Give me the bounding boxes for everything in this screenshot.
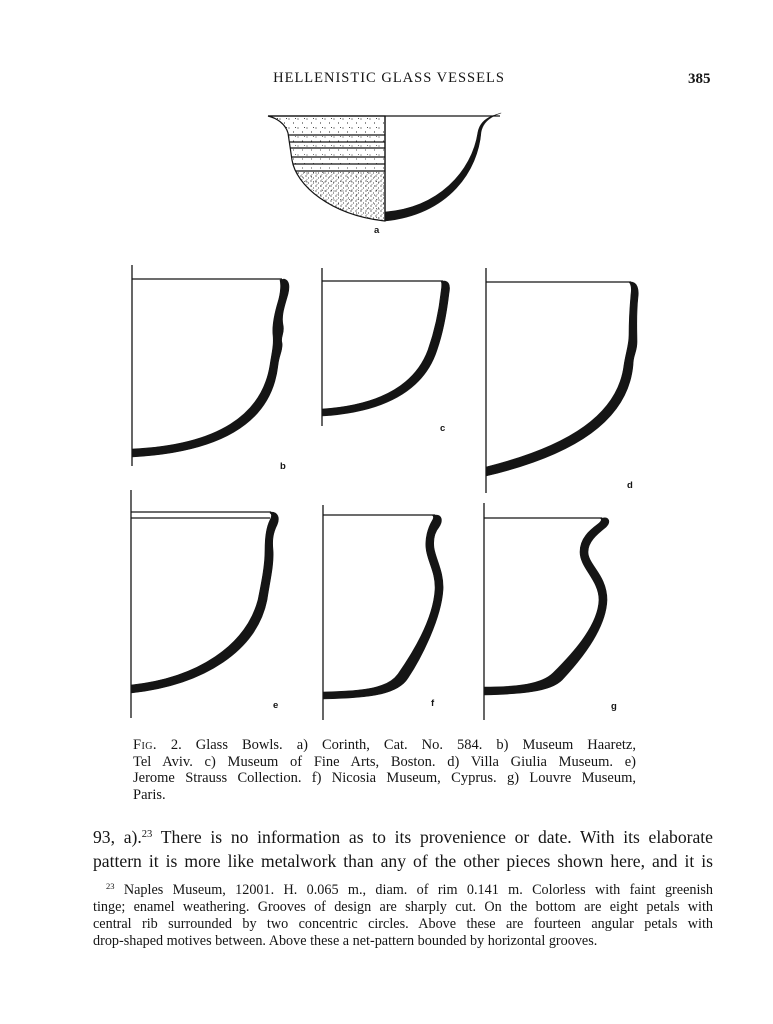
bowl-e-profile (131, 512, 278, 693)
body-line-text: There is no information as to its provenience or date. With its elaborate (152, 827, 713, 847)
bowl-d-label: d (627, 480, 633, 491)
figure-caption (133, 737, 636, 803)
bowl-f-drawing (323, 505, 443, 720)
footnote-line: drop-shaped motives between. Above these a net-pattern bounded by horizontal grooves. (93, 933, 598, 949)
bowl-e-drawing (131, 490, 278, 718)
caption-line (133, 737, 636, 754)
bowl-f-label: f (431, 698, 435, 709)
bowl-a-profile-section (385, 113, 501, 221)
footnote-number: 23 (106, 881, 115, 892)
bowl-a-drawing (268, 113, 501, 236)
bowl-b-profile (132, 279, 289, 457)
body-line: pattern it is more like metalwork than any of the other pieces shown here, and it is (93, 851, 713, 871)
footnote-line: central rib surrounded by two concentric circles. Above these are fourteen angular petals with (93, 916, 713, 932)
caption-line: Jerome Strauss Collection. f) Nicosia Museum, Cyprus. g) Louvre Museum, (133, 770, 636, 786)
bowl-g-label: g (611, 701, 617, 712)
bowl-c-profile (322, 281, 450, 416)
bowl-d-profile (486, 282, 638, 476)
body-line (93, 825, 713, 849)
bowl-f-profile (323, 515, 443, 699)
bowl-d-drawing (486, 268, 638, 493)
caption-line: Tel Aviv. c) Museum of Fine Arts, Boston. d) Villa Giulia Museum. e) (133, 753, 636, 770)
bowl-g-profile (484, 518, 609, 695)
page-number: 385 (688, 71, 711, 87)
bowl-b-drawing (132, 265, 289, 472)
bowl-c-drawing (322, 268, 450, 434)
bowl-g-drawing (484, 503, 617, 720)
bowl-e-label: e (273, 700, 279, 711)
footnote-line-text: Naples Museum, 12001. H. 0.065 m., diam. of rim 0.141 m. Colorless with faint greenish (123, 882, 714, 898)
caption-line: Paris. (133, 786, 166, 803)
footnote-line: tinge; enamel weathering. Grooves of design are sharply cut. On the bottom are eight petals with (93, 899, 713, 915)
bowl-c-label: c (440, 423, 446, 434)
caption-figure-label: Fig. (133, 737, 157, 753)
footnote-reference-marker: 23 (141, 829, 153, 841)
bowl-b-label: b (280, 461, 286, 472)
bowl-a-label: a (374, 225, 380, 236)
footnote (93, 882, 713, 950)
footnote-line (93, 882, 713, 899)
body-paragraph (93, 825, 713, 873)
caption-line-text: 2. Glass Bowls. a) Corinth, Cat. No. 584. b) Museum Haaretz, (170, 737, 636, 753)
running-title: HELLENISTIC GLASS VESSELS (273, 70, 505, 86)
body-line-lead: 93, a). (93, 827, 142, 847)
